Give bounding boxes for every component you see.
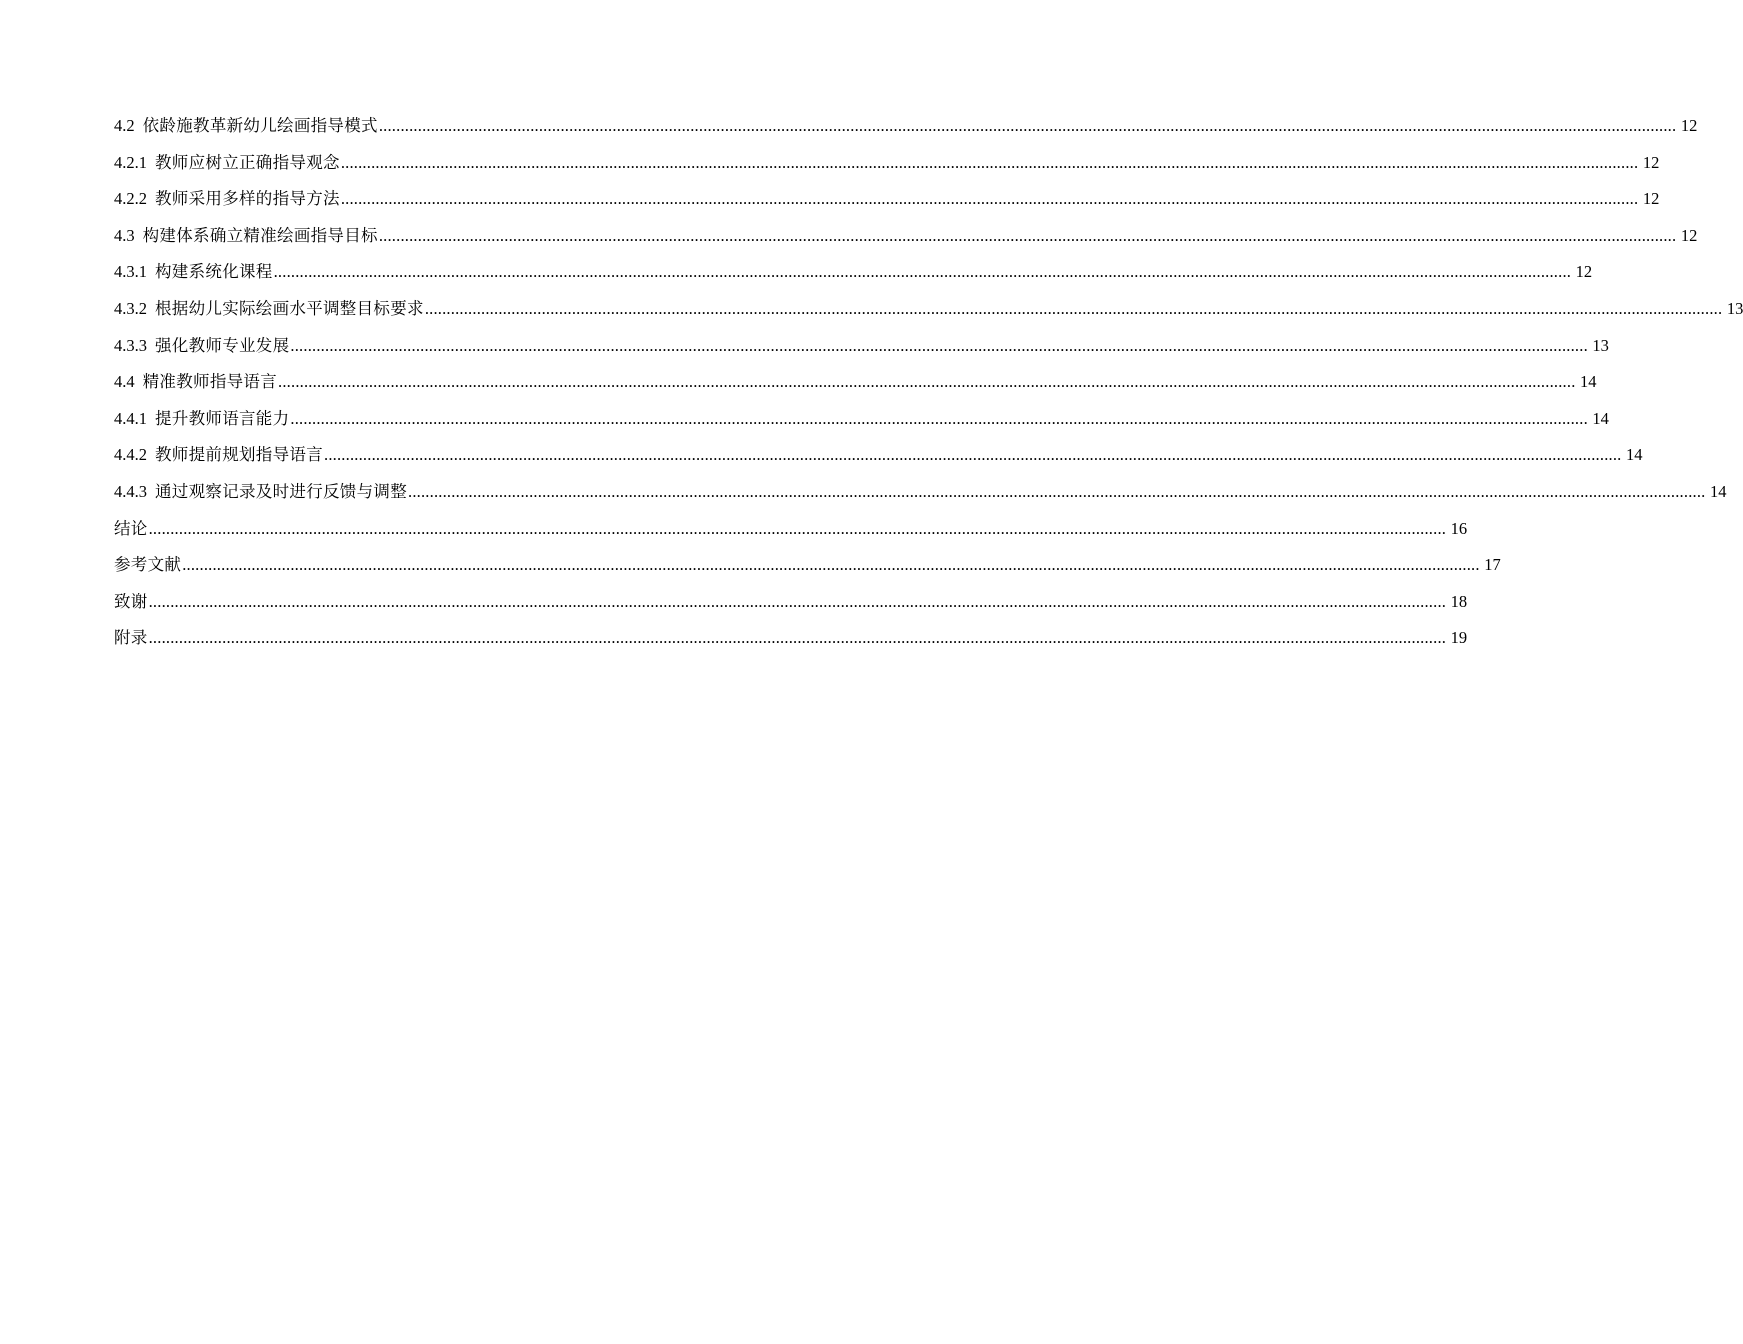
toc-entry-number: 4.4 xyxy=(114,372,135,392)
toc-entry-page: 17 xyxy=(1484,555,1501,575)
toc-entry-number: 4.4.2 xyxy=(114,445,147,465)
dot-leader: ............................................................................................................................................................................................................................................................................................................ xyxy=(340,152,1639,172)
toc-entry-page: 12 xyxy=(1642,189,1660,209)
toc-entry[interactable] xyxy=(114,297,1743,334)
toc-entry-title: 致谢 xyxy=(114,591,148,611)
toc-entry-page: 16 xyxy=(1450,518,1468,538)
toc-entry-title: 精准教师指导语言 xyxy=(142,372,278,392)
toc-entry-page: 12 xyxy=(1575,262,1593,282)
toc-entry-page: 13 xyxy=(1592,335,1609,355)
toc-entry[interactable] xyxy=(114,151,1660,188)
dot-leader: ............................................................................................................................................................................................................................................................................................................ xyxy=(378,225,1677,245)
toc-entry[interactable] xyxy=(114,480,1727,517)
toc-entry-page: 12 xyxy=(1680,225,1698,245)
toc-entry[interactable] xyxy=(114,334,1609,371)
toc-entry-title: 构建体系确立精准绘画指导目标 xyxy=(142,225,378,245)
toc-entry-title: 教师采用多样的指导方法 xyxy=(155,189,340,209)
toc-entry-number: 4.4.1 xyxy=(114,408,147,428)
toc-entry-title: 强化教师专业发展 xyxy=(155,335,290,355)
toc-entry-title: 根据幼儿实际绘画水平调整目标要求 xyxy=(155,298,424,318)
dot-leader: ............................................................................................................................................................................................................................................................................................................ xyxy=(148,628,1447,648)
toc-entry-number: 4.4.3 xyxy=(114,481,147,501)
toc-entry-title: 依龄施教革新幼儿绘画指导模式 xyxy=(142,116,378,135)
dot-leader: ............................................................................................................................................................................................................................................................................................................ xyxy=(182,555,1480,575)
toc-entry-page: 12 xyxy=(1680,116,1698,135)
toc-entry-page: 13 xyxy=(1726,298,1743,318)
toc-entry-page: 18 xyxy=(1450,591,1468,611)
dot-leader: ............................................................................................................................................................................................................................................................................................................ xyxy=(278,372,1576,392)
dot-leader: ............................................................................................................................................................................................................................................................................................................ xyxy=(378,116,1677,135)
toc-entry-number: 4.2.2 xyxy=(114,189,147,209)
dot-leader: ............................................................................................................................................................................................................................................................................................................ xyxy=(408,481,1706,501)
toc-entry[interactable] xyxy=(114,114,1698,151)
dot-leader: ............................................................................................................................................................................................................................................................................................................ xyxy=(340,189,1639,209)
dot-leader: ............................................................................................................................................................................................................................................................................................................ xyxy=(148,591,1447,611)
toc-entry-page: 14 xyxy=(1580,372,1597,392)
toc-entry-page: 12 xyxy=(1642,152,1660,172)
toc-entry[interactable] xyxy=(114,517,1468,554)
toc-entry-title: 附录 xyxy=(114,628,148,648)
table-of-contents xyxy=(114,114,1743,663)
toc-entry-number: 4.2.1 xyxy=(114,152,147,172)
dot-leader: ............................................................................................................................................................................................................................................................................................................ xyxy=(324,445,1622,465)
toc-entry[interactable] xyxy=(114,443,1643,480)
toc-entry[interactable] xyxy=(114,187,1660,224)
toc-entry-title: 构建系统化课程 xyxy=(155,262,273,282)
dot-leader: ............................................................................................................................................................................................................................................................................................................ xyxy=(148,518,1447,538)
toc-entry-title: 结论 xyxy=(114,518,148,538)
toc-entry-number: 4.2 xyxy=(114,116,135,135)
toc-entry-number: 4.3.1 xyxy=(114,262,147,282)
dot-leader: ............................................................................................................................................................................................................................................................................................................ xyxy=(273,262,1572,282)
toc-entry-number: 4.3.3 xyxy=(114,335,147,355)
toc-entry-title: 提升教师语言能力 xyxy=(155,408,290,428)
toc-entry-number: 4.3.2 xyxy=(114,298,147,318)
toc-entry-page: 19 xyxy=(1450,628,1468,648)
toc-entry[interactable] xyxy=(114,370,1597,407)
dot-leader: ............................................................................................................................................................................................................................................................................................................ xyxy=(424,298,1723,318)
toc-entry-title: 教师提前规划指导语言 xyxy=(155,445,323,465)
toc-entry[interactable] xyxy=(114,626,1468,663)
toc-entry-page: 14 xyxy=(1710,481,1727,501)
dot-leader: ............................................................................................................................................................................................................................................................................................................ xyxy=(290,335,1588,355)
toc-entry[interactable] xyxy=(114,407,1609,444)
toc-entry[interactable] xyxy=(114,224,1698,261)
toc-entry[interactable] xyxy=(114,590,1468,627)
toc-entry-page: 14 xyxy=(1626,445,1643,465)
toc-entry[interactable] xyxy=(114,260,1593,297)
toc-entry-title: 参考文献 xyxy=(114,555,182,575)
toc-entry[interactable] xyxy=(114,553,1501,590)
toc-entry-title: 教师应树立正确指导观念 xyxy=(155,152,340,172)
dot-leader: ............................................................................................................................................................................................................................................................................................................ xyxy=(290,408,1588,428)
toc-entry-page: 14 xyxy=(1592,408,1609,428)
toc-entry-title: 通过观察记录及时进行反馈与调整 xyxy=(155,481,407,501)
toc-entry-number: 4.3 xyxy=(114,225,135,245)
